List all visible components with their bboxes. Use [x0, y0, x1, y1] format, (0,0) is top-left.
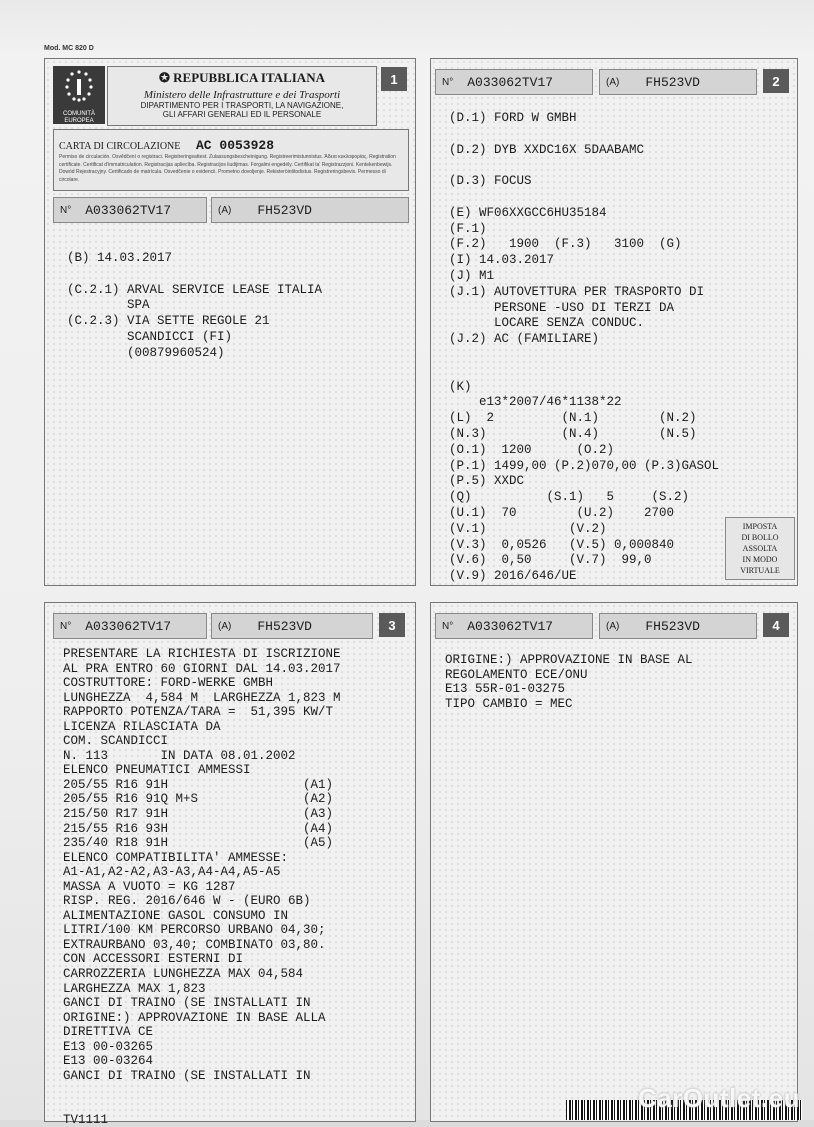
a-label: (A) [218, 204, 232, 216]
plate-number: FH523VD [257, 202, 312, 218]
n-label: N° [60, 204, 72, 216]
ministry-name: Ministero delle Infrastrutture e dei Trasporti [143, 89, 341, 101]
card-label-box [53, 129, 409, 191]
number-field [435, 69, 593, 95]
a-label: (A) [218, 620, 232, 632]
number-field [53, 197, 207, 223]
panel-number: 1 [381, 67, 407, 91]
panel-number: 2 [763, 69, 789, 93]
n-label: N° [442, 620, 454, 632]
eu-flag-icon [53, 66, 105, 124]
multilingual-text: Permiso de circulación. Osvědčení o registraci. Registreringsattest. Zulassungsbescheinigung. Registreerimistunnistus. Άδεια κυκλοφορίας. Registration certificate. Certificat d'immatriculation. Registracijas apliecība. Registracijos liudijimas. Forgalmi engedély. Certifikat ta' Registrazzjoni. Kentekenbewijs. Dowód Rejestracyjny. Certificado de matrícula. Osvedčenie o evidencii. Prometno dovoljenje. Rekisteröintitodistus. Registreringsbevis. Permesso di circolare. [59, 154, 396, 183]
plate-field [211, 197, 409, 223]
doc-number: A033062TV17 [467, 74, 554, 90]
n-label: N° [60, 620, 72, 632]
plate-number: FH523VD [645, 618, 700, 634]
n-label: N° [442, 76, 454, 88]
plate-number: FH523VD [645, 74, 700, 90]
republic-title: REPUBBLICA ITALIANA [173, 70, 325, 85]
department-line-2: GLI AFFARI GENERALI ED IL PERSONALE [162, 110, 322, 119]
form-model: Mod. MC 820 D [44, 45, 94, 52]
eu-flag-label: COMUNITÀ EUROPEA [63, 111, 95, 124]
stamp-duty-box [725, 517, 795, 580]
panel-3-text: PRESENTARE LA RICHIESTA DI ISCRIZIONE AL PRA ENTRO 60 GIORNI DAL 14.03.2017 COSTRUTTORE: FORD-WERKE GMBH LUNGHEZZA 4,584 M LARGHEZZA 1,823 M RAPPORTO POTENZA/TARA = 51,395 KW/T LICENZA RILASCIATA DA COM. SCANDICCI N. 113 IN DATA 08.01.2002 ELENCO PNEUMATICI AMMESSI 205/55 R16 91H (A1) 205/55 R16 91Q M+S (A2) 215/50 R17 91H (A3) 215/55 R16 93H (A4) 235/40 R18 91H (A5) ELENCO COMPATIBILITA' AMMESSE: A1-A1,A2-A2,A3-A3,A4-A4,A5-A5 MASSA A VUOTO = KG 1287 RISP. REG. 2016/646 W - (EURO 6B) ALIMENTAZIONE GASOL CONSUMO IN LITRI/100 KM PERCORSO URBANO 04,30; EXTRAURBANO 03,40; COMBINATO 03,80. CON ACCESSORI ESTERNI DI CARROZZERIA LUNGHEZZA MAX 04,584 LARGHEZZA MAX 1,823 GANCI DI TRAINO (SE INSTALLATI IN ORIGINE:) APPROVAZIONE IN BASE ALLA DIRETTIVA CE E13 00-03265 E13 00-03264 GANCI DI TRAINO (SE INSTALLATI IN TV1111 [63, 647, 341, 1127]
panel-1-text: (B) 14.03.2017 (C.2.1) ARVAL SERVICE LEASE ITALIA SPA (C.2.3) VIA SETTE REGOLE 21 SCANDICCI (FI) (00879960524) [67, 251, 323, 360]
number-field [53, 613, 207, 639]
doc-number: A033062TV17 [85, 202, 172, 218]
panel-1 [44, 58, 416, 586]
doc-number: A033062TV17 [85, 618, 172, 634]
card-label: CARTA DI CIRCOLAZIONE [59, 141, 181, 152]
plate-field [211, 613, 373, 639]
stamp-line: IN MODO [742, 555, 778, 564]
eu-stars-icon [53, 66, 105, 106]
panel-4 [430, 602, 798, 1122]
stamp-line: VIRTUALE [740, 566, 780, 575]
panel-4-text: ORIGINE:) APPROVAZIONE IN BASE AL REGOLAMENTO ECE/ONU E13 55R-01-03275 TIPO CAMBIO = MEC [445, 653, 693, 711]
plate-number: FH523VD [257, 618, 312, 634]
stamp-line: DI BOLLO [741, 533, 779, 542]
number-field [435, 613, 593, 639]
stamp-line: ASSOLTA [742, 544, 778, 553]
panel-2 [430, 58, 798, 586]
plate-field [599, 69, 757, 95]
panel-number: 4 [763, 613, 789, 637]
ministry-header [107, 66, 377, 126]
panel-3 [44, 602, 416, 1127]
doc-number: A033062TV17 [467, 618, 554, 634]
emblem-icon: ✪ [159, 70, 174, 85]
panel-number: 3 [379, 613, 405, 637]
panel-2-text: (D.1) FORD W GMBH (D.2) DYB XXDC16X 5DAABAMC (D.3) FOCUS (E) WF06XXGCC6HU35184 (F.1) (F.2) 1900 (F.3) 3100 (G) (I) 14.03.2017 (J) M1 (J.1) AUTOVETTURA PER TRASPORTO DI PERSONE -USO DI TERZI DA LOCARE SENZA CONDUC. (J.2) AC (FAMILIARE) (K) e13*2007/46*1138*22 (L) 2 (N.1) (N.2) (N.3) (N.4) (N.5) (O.1) 1200 (O.2) (P.1) 1499,00 (P.2)070,00 (P.3)GASOL (P.5) XXDC (Q) (S.1) 5 (S.2) (U.1) 70 (U.2) 2700 (V.1) (V.2) (V.3) 0,0526 (V.5) 0,000840 (V.6) 0,50 (V.7) 99,0 (V.9) 2016/646/UE [449, 111, 720, 584]
card-number: AC 0053928 [195, 138, 274, 153]
plate-field [599, 613, 757, 639]
watermark: CarOutlet.eu [637, 1083, 800, 1113]
stamp-line: IMPOSTA [742, 522, 778, 531]
a-label: (A) [606, 76, 620, 88]
department-line-1: DIPARTIMENTO PER I TRASPORTI, LA NAVIGAZIONE, [140, 101, 344, 110]
a-label: (A) [606, 620, 620, 632]
